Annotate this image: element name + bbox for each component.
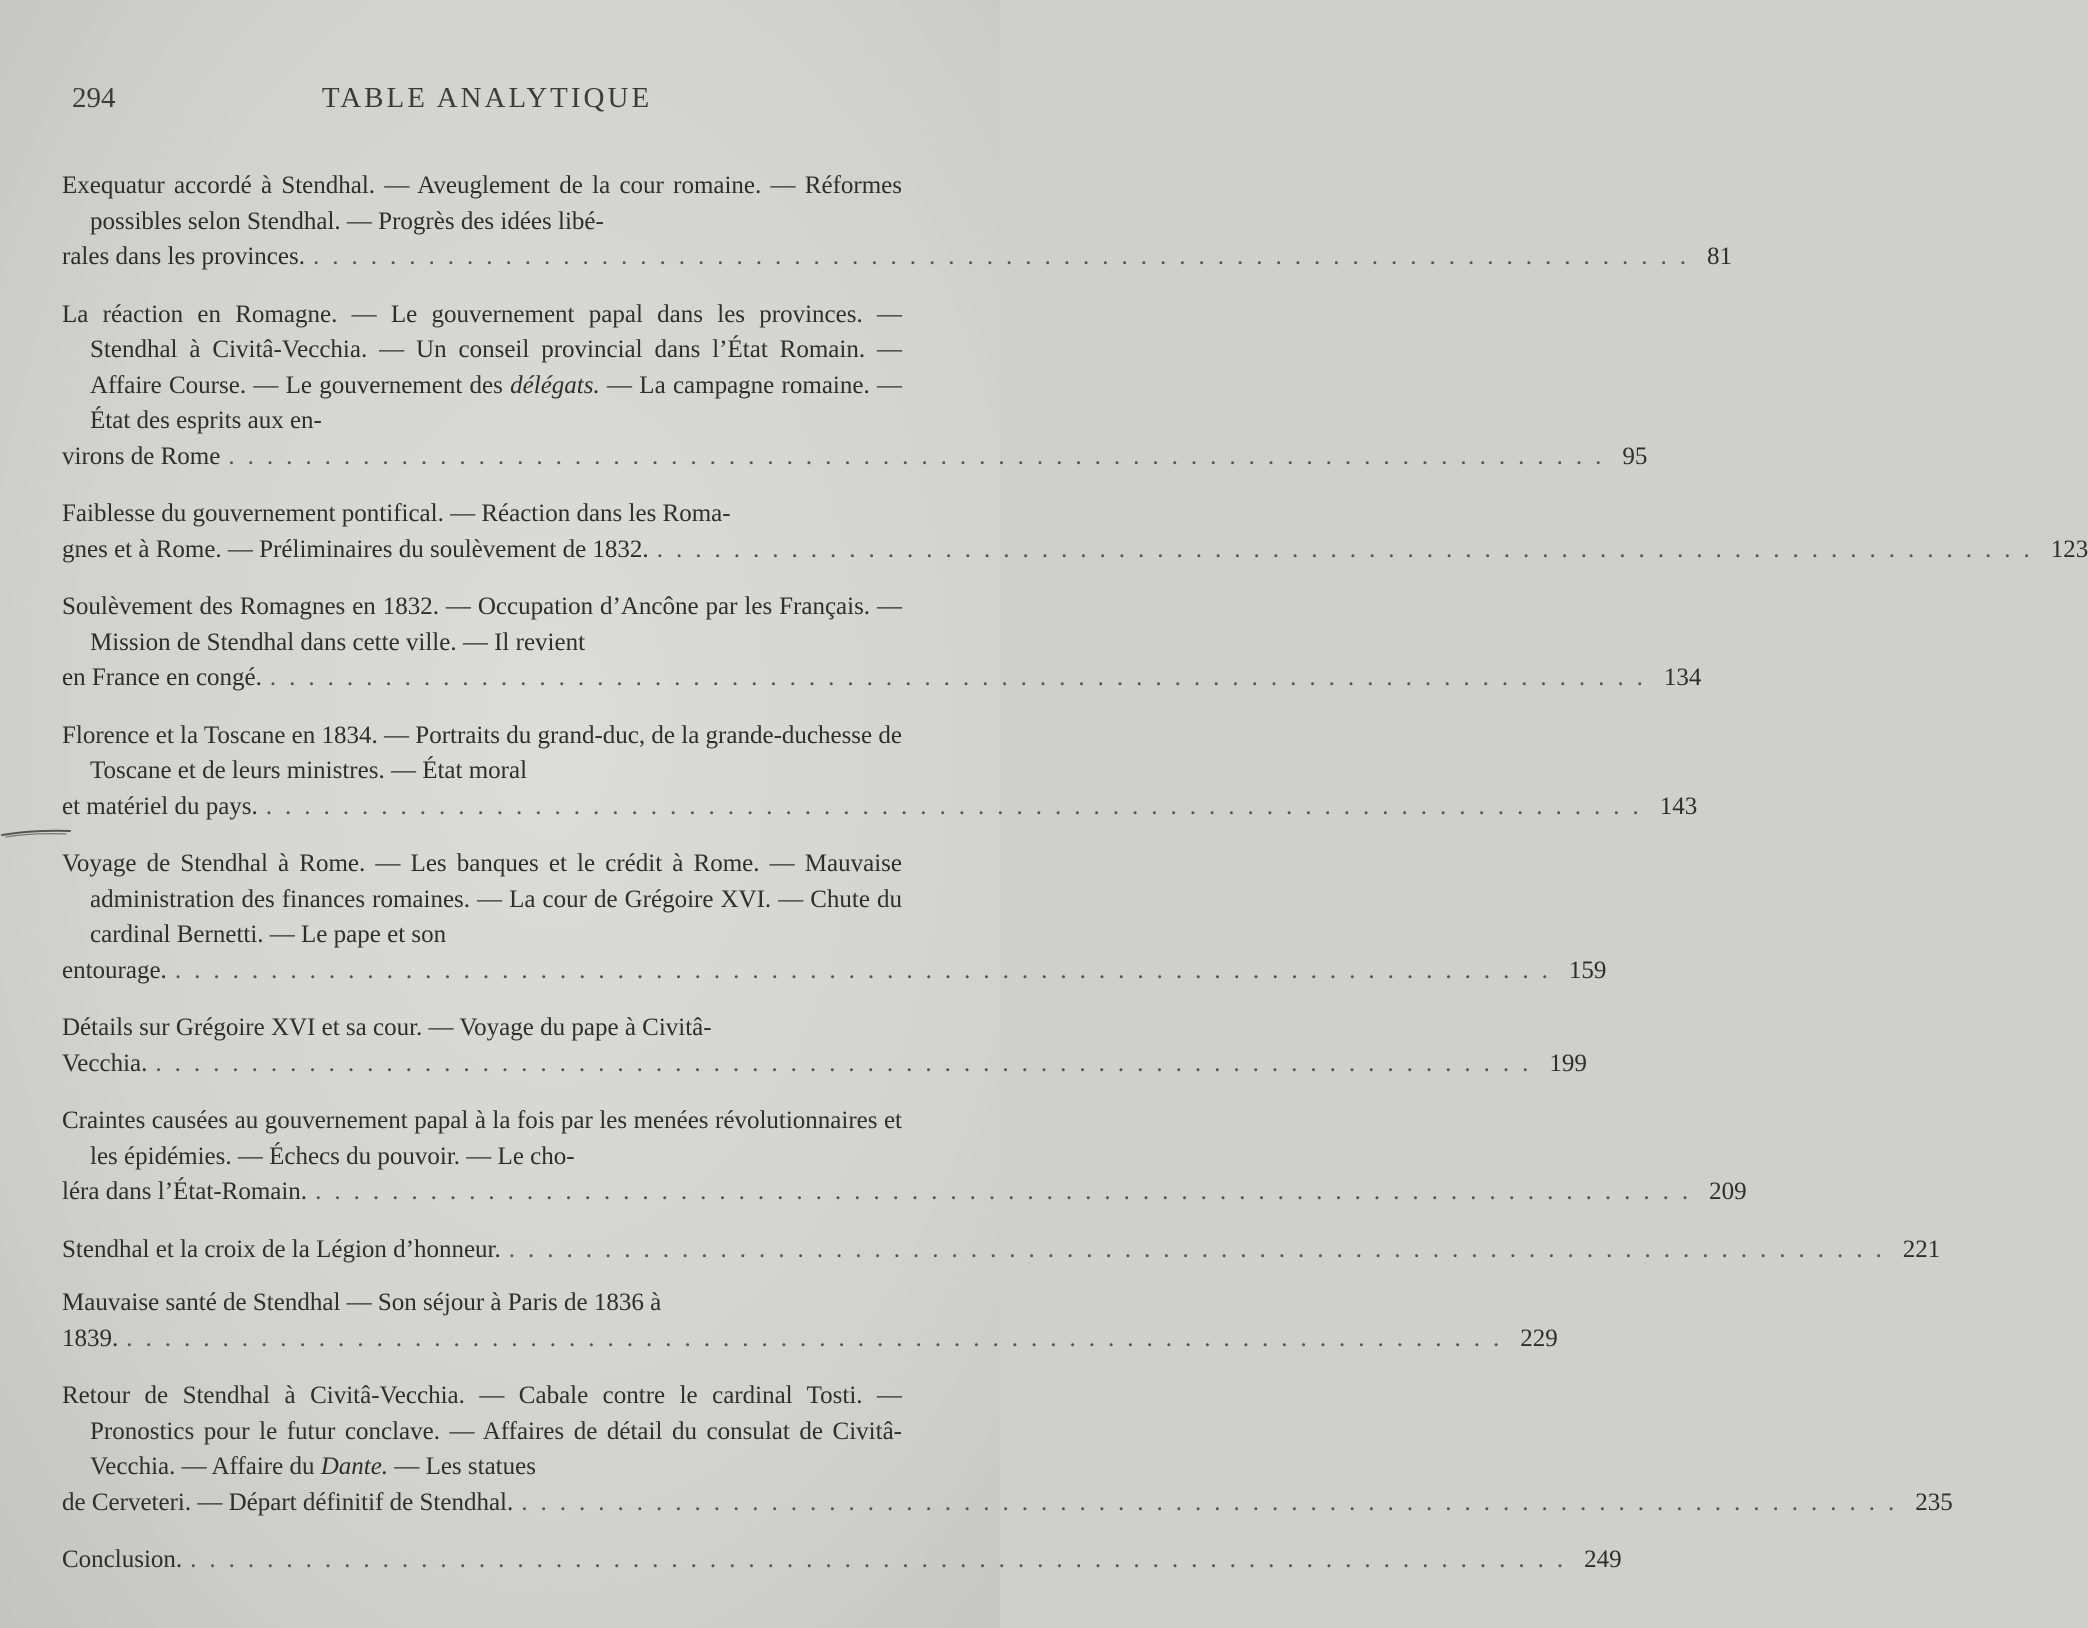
toc-entry — [62, 297, 1648, 475]
entry-page-number: 95 — [1622, 442, 1648, 470]
entry-text-end: virons de Rome — [62, 442, 221, 470]
entry-page-number: 134 — [1663, 664, 1702, 691]
entry-leader-line — [62, 1232, 1941, 1268]
toc-entry — [62, 589, 1702, 696]
entry-page-number: 143 — [1659, 792, 1698, 820]
dot-leader: ........................................................................ — [265, 792, 1652, 820]
toc-entry — [62, 1285, 1558, 1356]
entry-text: Florence et la Toscane en 1834. — Portraits du grand-duc, de la grande-duchesse de Toscane et de leurs ministres. — État moral — [62, 721, 902, 784]
entry-page-number: 199 — [1549, 1049, 1587, 1077]
entry-leader-line — [62, 953, 1607, 989]
toc-entry — [62, 1103, 1747, 1210]
page-number: 294 — [72, 82, 116, 114]
toc-entry — [62, 1378, 1953, 1520]
dot-leader: ........................................................................ — [228, 442, 1615, 470]
toc-entry — [62, 1542, 1622, 1578]
dot-leader: ........................................................................ — [656, 535, 2043, 563]
entry-text: Mauvaise santé de Stendhal — Son séjour à Paris de 1836 à — [62, 1289, 662, 1316]
dot-leader: ........................................................................ — [190, 1546, 1577, 1573]
entry-page-number: 221 — [1902, 1235, 1941, 1263]
entry-text: Voyage de Stendhal à Rome. — Les banques et le crédit à Rome. — Mauvaise administration des finances romaines. — La cour de Grégoire XVI. — Chute du cardinal Bernetti. — Le pape et son — [62, 850, 902, 948]
dot-leader: ........................................................................ — [174, 956, 1561, 984]
toc-entry — [62, 846, 1607, 988]
entry-italic-word: délégats. — [510, 371, 600, 399]
entry-text-end: entourage. — [62, 956, 167, 984]
entry-page-number: 81 — [1706, 243, 1732, 270]
toc-entry — [62, 168, 1732, 275]
entry-text: La réaction en Romagne. — Le gouvernement papal dans les provinces. — Stendhal à Civitâ-Vecchia. — Un conseil provincial dans l’État Romain. — Affaire Course. — Le gouvernement des délégats. — La campagne romaine. — État des esprits aux en- — [62, 300, 902, 434]
dot-leader: ........................................................................ — [126, 1324, 1513, 1352]
table-of-contents — [62, 168, 2088, 1596]
entry-text-end: de Cerveteri. — Départ définitif de Stendhal. — [62, 1488, 514, 1516]
page-title: TABLE ANALYTIQUE — [321, 82, 653, 114]
dot-leader: ........................................................................ — [315, 1178, 1702, 1205]
entry-leader-line — [62, 1174, 1747, 1210]
entry-leader-line — [62, 1542, 1622, 1578]
entry-leader-line — [62, 1485, 1953, 1521]
entry-page-number: 159 — [1568, 956, 1607, 984]
entry-page-number: 209 — [1709, 1178, 1747, 1205]
entry-text-end: Stendhal et la croix de la Légion d’honneur. — [62, 1235, 501, 1263]
toc-entry — [62, 1232, 1941, 1268]
entry-text: Exequatur accordé à Stendhal. — Aveuglement de la cour romaine. — Réformes possibles selon Stendhal. — Progrès des idées libé- — [62, 172, 902, 235]
entry-text: Craintes causées au gouvernement papal à la fois par les menées révolutionnaires et les épidémies. — Échecs du pouvoir. — Le cho- — [62, 1107, 902, 1170]
page-header — [72, 82, 902, 122]
entry-page-number: 235 — [1915, 1488, 1953, 1516]
entry-leader-line — [62, 239, 1732, 275]
entry-page-number: 249 — [1584, 1546, 1622, 1573]
entry-leader-line — [62, 789, 1698, 825]
entry-text: Soulèvement des Romagnes en 1832. — Occupation d’Ancône par les Français. — Mission de Stendhal dans cette ville. — Il revient — [62, 593, 902, 656]
dot-leader: ........................................................................ — [508, 1235, 1895, 1263]
dot-leader: ........................................................................ — [155, 1049, 1542, 1077]
toc-entry — [62, 496, 2088, 567]
entry-text-end: 1839. — [62, 1324, 119, 1352]
entry-page-number: 123 — [2050, 535, 2088, 563]
entry-leader-line — [62, 1046, 1587, 1082]
entry-leader-line — [62, 439, 1648, 475]
entry-text-end: Conclusion. — [62, 1546, 183, 1573]
toc-entry — [62, 1010, 1587, 1081]
entry-text: Retour de Stendhal à Civitâ-Vecchia. — Cabale contre le cardinal Tosti. — Pronostics pour le futur conclave. — Affaires de détail du consulat de Civitâ-Vecchia. — Affaire du Dante. — Les statues — [62, 1382, 902, 1480]
entry-page-number: 229 — [1520, 1324, 1558, 1352]
entry-text-end: en France en congé. — [62, 664, 262, 691]
entry-text-end: gnes et à Rome. — Préliminaires du soulèvement de 1832. — [62, 535, 649, 563]
toc-entry — [62, 718, 1698, 825]
entry-leader-line — [62, 660, 1702, 696]
entry-text-end: rales dans les provinces. — [62, 243, 305, 270]
dot-leader: ........................................................................ — [269, 664, 1656, 691]
entry-leader-line — [62, 532, 2088, 568]
entry-text: Détails sur Grégoire XVI et sa cour. — Voyage du pape à Civitâ- — [62, 1014, 712, 1041]
entry-italic-word: Dante. — [320, 1453, 389, 1480]
entry-text-end: et matériel du pays. — [62, 792, 258, 820]
entry-text-end: léra dans l’État-Romain. — [62, 1178, 308, 1205]
entry-text-end: Vecchia. — [62, 1049, 148, 1077]
dot-leader: ........................................................................ — [312, 243, 1699, 270]
entry-leader-line — [62, 1321, 1558, 1357]
entry-text: Faiblesse du gouvernement pontifical. — Réaction dans les Roma- — [62, 500, 731, 527]
dot-leader: ........................................................................ — [521, 1488, 1908, 1516]
